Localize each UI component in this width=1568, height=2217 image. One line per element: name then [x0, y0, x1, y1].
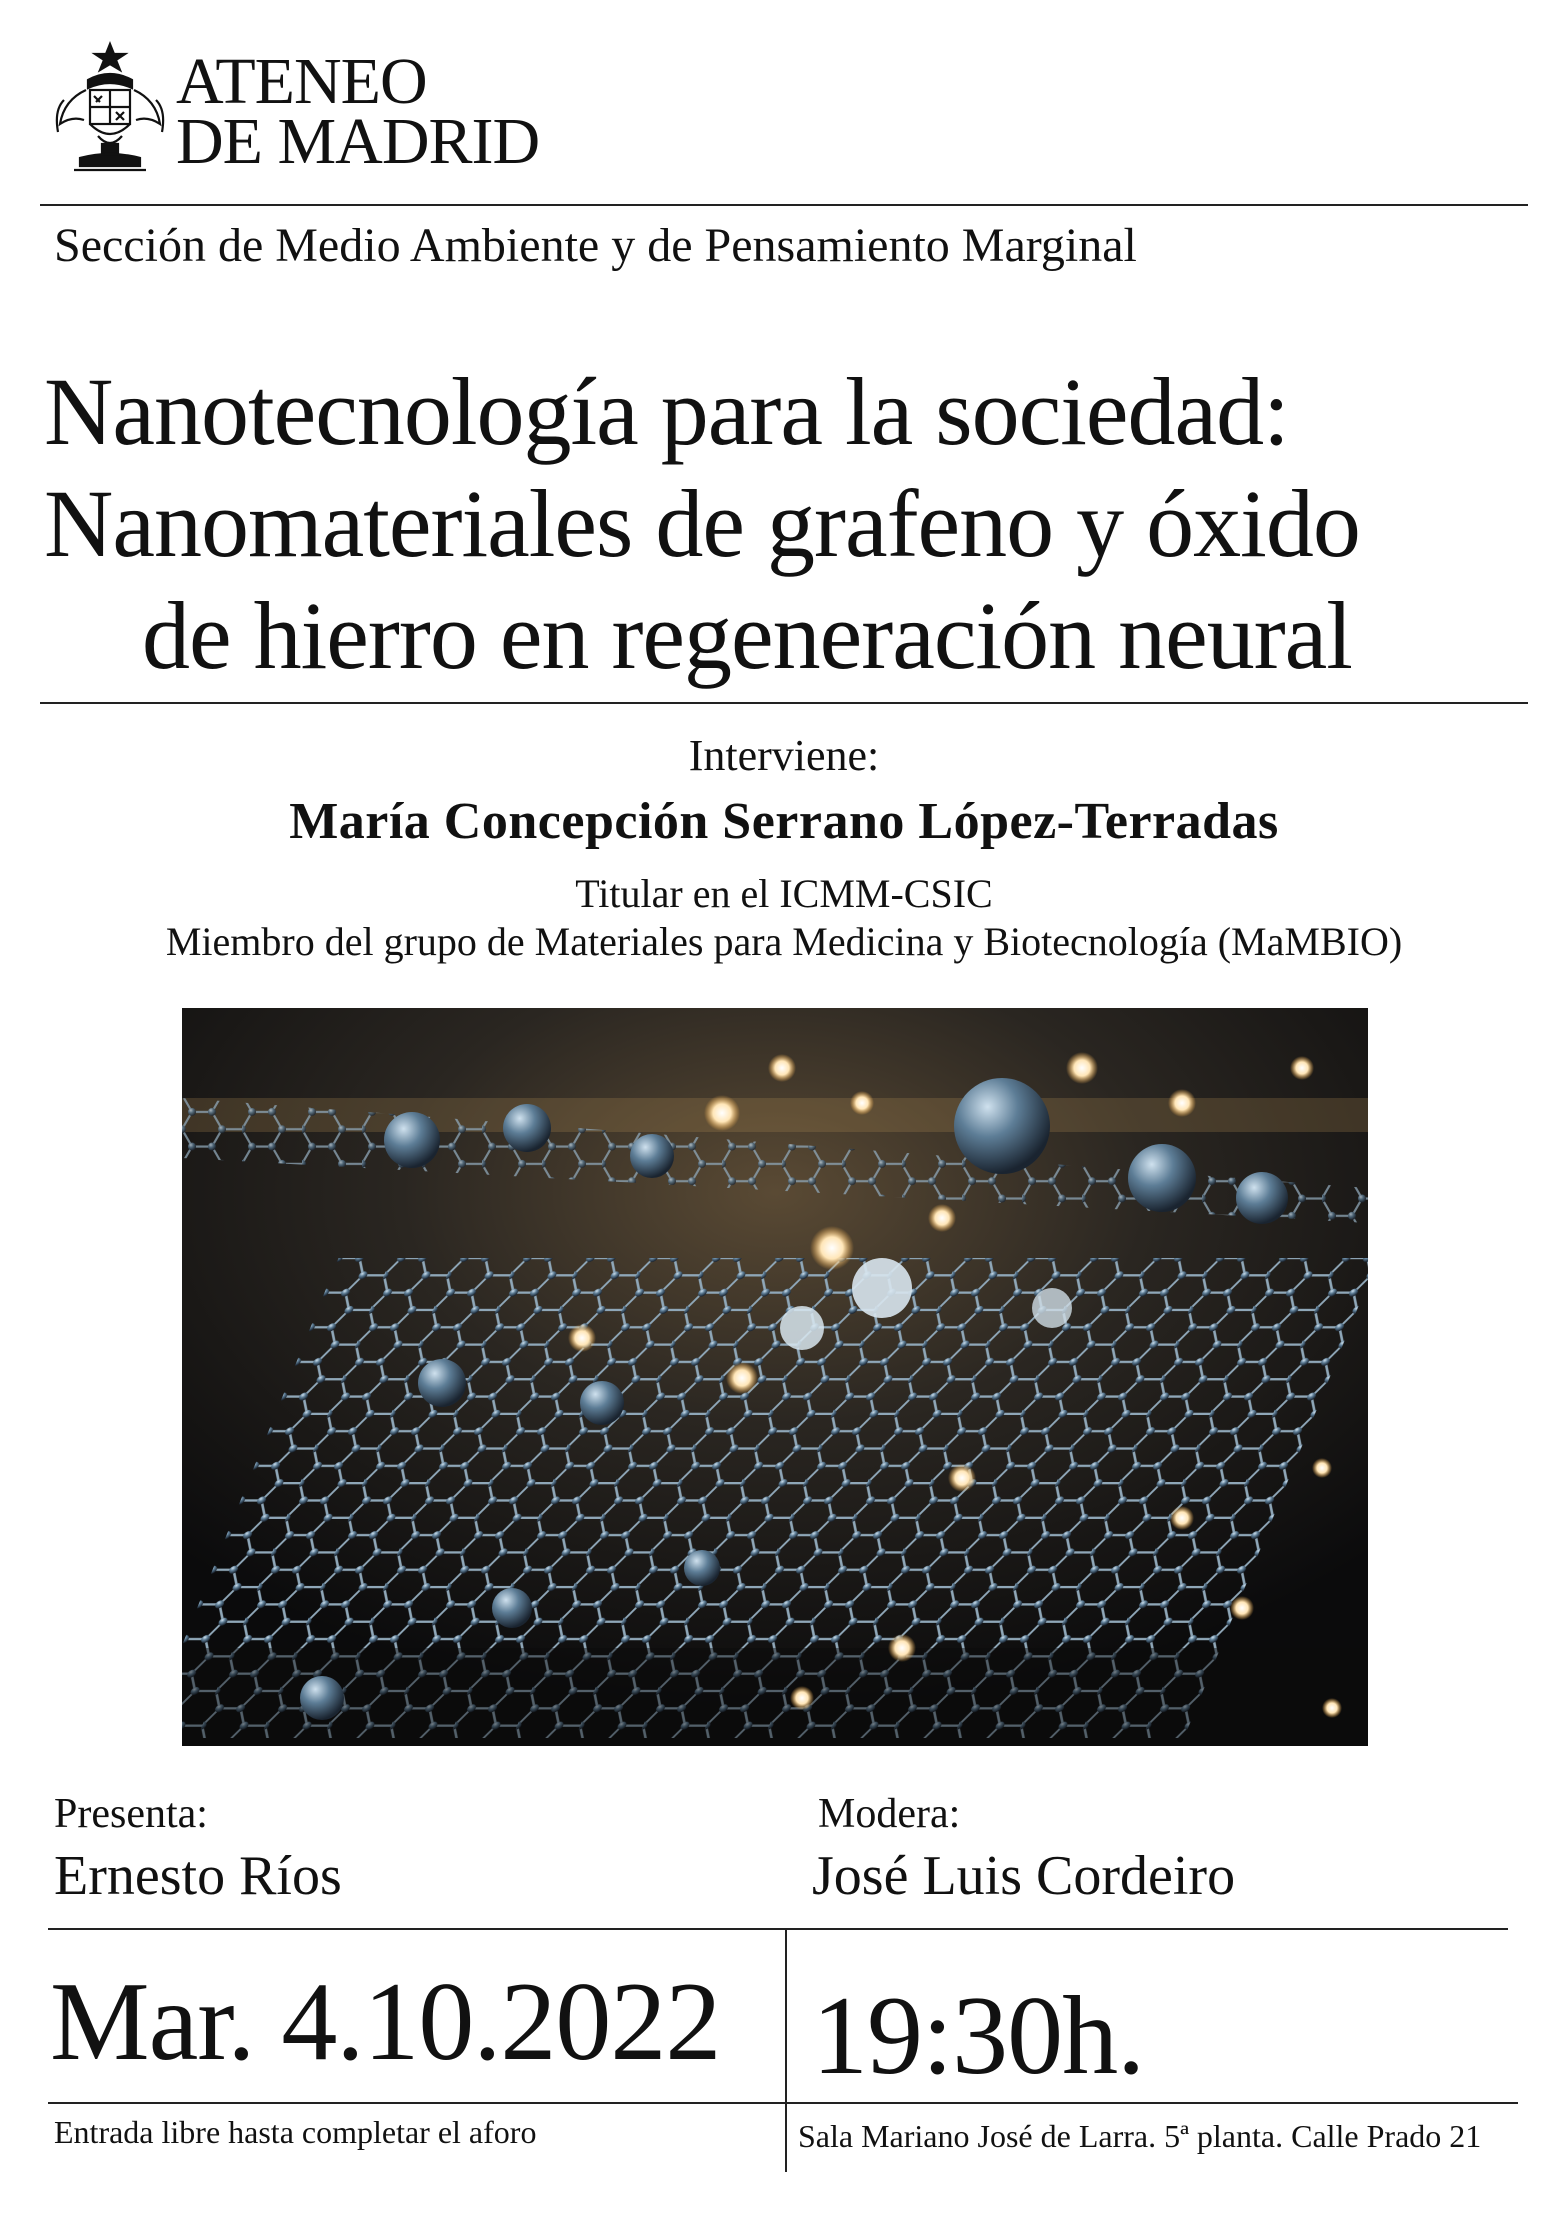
details-divider-bottom: [48, 2102, 1518, 2104]
header-divider: [40, 204, 1528, 206]
brand-line-2: DE MADRID: [176, 105, 540, 178]
venue-address: Sala Mariano José de Larra. 5ª planta. Calle Prado 21: [798, 2118, 1482, 2154]
event-time: 19:30h.: [812, 1974, 1145, 2098]
title-divider: [40, 702, 1528, 704]
title-line-3: de hierro en regeneración neural: [142, 582, 1352, 689]
speaker-label: Interviene:: [688, 731, 880, 780]
speaker-role-2: Miembro del grupo de Materiales para Medicina y Biotecnología (MaMBIO): [165, 919, 1403, 964]
ateneo-crest-icon: [50, 40, 170, 175]
presenter-name: Ernesto Ríos: [54, 1845, 342, 1907]
details-divider-top: [48, 1928, 1508, 1930]
title-line-1: Nanotecnología para la sociedad:: [44, 358, 1289, 465]
moderator-label: Modera:: [818, 1791, 961, 1837]
speaker-name: María Concepción Serrano López-Terradas: [289, 793, 1279, 850]
speaker-role-1: Titular en el ICMM-CSIC: [575, 871, 993, 916]
title-line-2: Nanomateriales de grafeno y óxido: [44, 470, 1360, 577]
entry-note: Entrada libre hasta completar el aforo: [54, 2114, 537, 2150]
section-name: Sección de Medio Ambiente y de Pensamiento Marginal: [54, 219, 1137, 272]
details-divider-vertical: [785, 1928, 787, 2172]
presenter-label: Presenta:: [54, 1791, 208, 1837]
moderator-name: José Luis Cordeiro: [812, 1845, 1236, 1907]
brand-line-1: ATENEO: [176, 45, 427, 118]
graphene-lattice-illustration: [182, 1008, 1368, 1746]
event-date: Mar. 4.10.2022: [50, 1960, 721, 2084]
